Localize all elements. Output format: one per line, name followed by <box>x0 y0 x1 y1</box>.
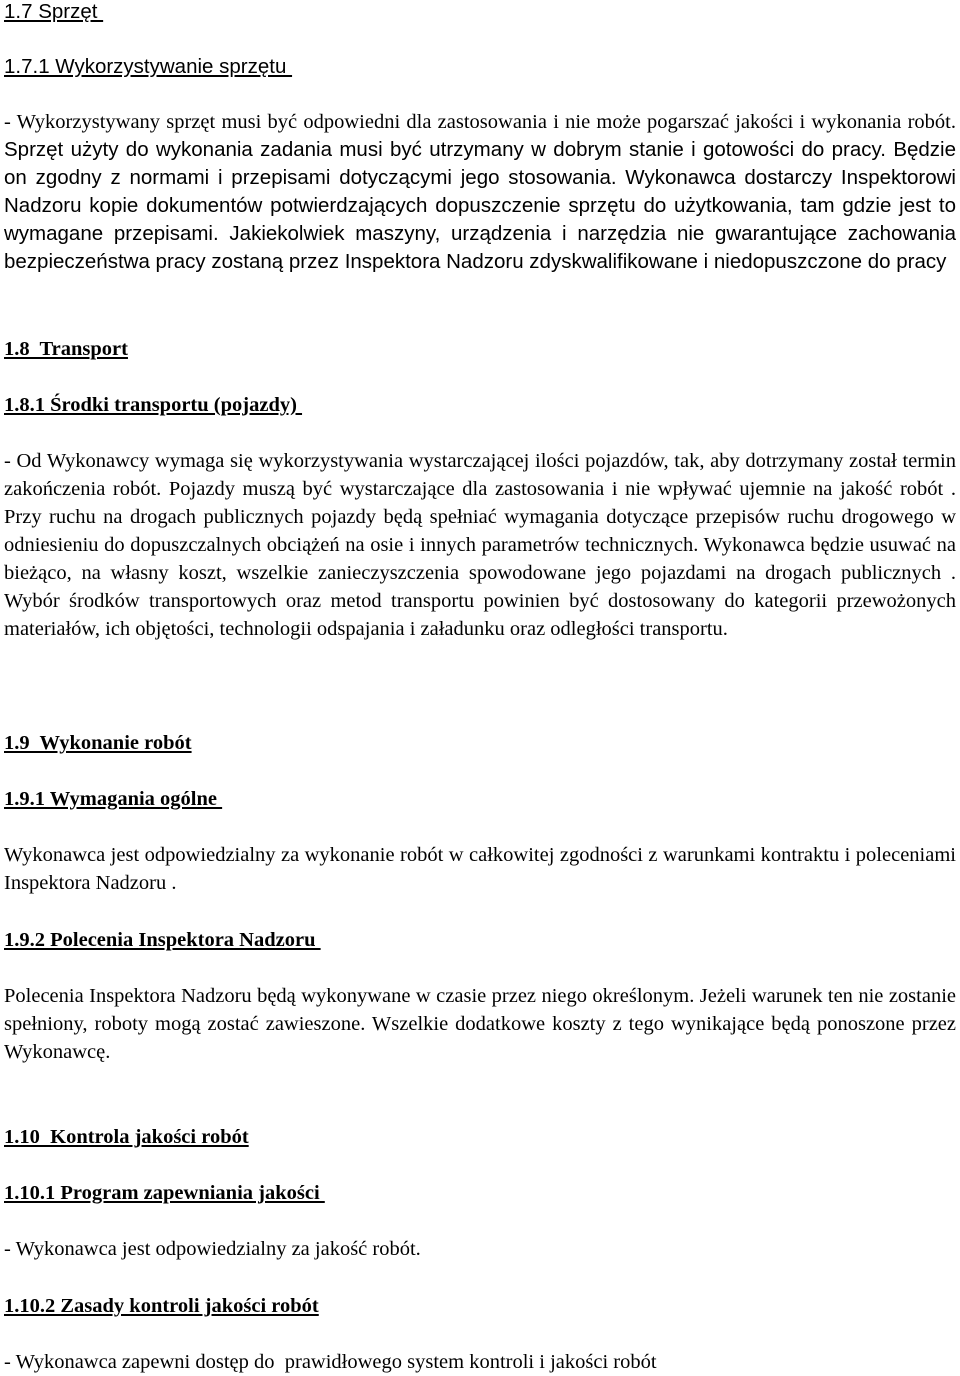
heading-1-8-1-srodki-transportu: 1.8.1 Środki transportu (pojazdy) <box>4 394 303 416</box>
heading-1-10-2-zasady-kontroli-jakosci-robot: 1.10.2 Zasady kontroli jakości robót <box>4 1295 319 1317</box>
heading-1-7-sprzet: 1.7 Sprzęt <box>4 0 104 23</box>
heading-1-10-1-program-zapewniania-jakosci: 1.10.1 Program zapewniania jakości <box>4 1182 325 1204</box>
heading-1-7-1-wykorzystywanie-sprzetu: 1.7.1 Wykorzystywanie sprzętu <box>4 55 293 78</box>
paragraph-1-7-1 <box>4 108 956 276</box>
paragraph-1-10-2: - Wykonawca zapewni dostęp do prawidłowego system kontroli i jakości robót <box>4 1351 657 1373</box>
paragraph-1-8-1: - Od Wykonawcy wymaga się wykorzystywania wystarczającej ilości pojazdów, tak, aby dotrzymany został termin zakończenia robót. Pojazdy muszą być wystarczające dla zastosowania i nie wpływać ujemnie na jakość robót . Przy ruchu na drogach publicznych pojazdy będą spełniać wymagania dotyczące przepisów ruchu drogowego w odniesieniu do dopuszczalnych obciążeń na osie i innych parametrów technicznych. Wykonawca będzie usuwać na bieżąco, na własny koszt, wszelkie zanieczyszczenia spowodowane jego pojazdami na drogach publicznych . Wybór środków transportowych oraz metod transportu powinien być dostosowany do kategorii przewożonych materiałów, ich objętości, technologii odspajania i załadunku oraz odległości transportu. <box>4 450 956 640</box>
heading-1-9-1-wymagania-ogolne: 1.9.1 Wymagania ogólne <box>4 788 223 810</box>
paragraph-1-10-1: - Wykonawca jest odpowiedzialny za jakość robót. <box>4 1238 421 1260</box>
paragraph-1-7-1-sans-part: Sprzęt użyty do wykonania zadania musi być utrzymany w dobrym stanie i gotowości do pracy. Będzie on zgodny z normami i przepisami dotyczącymi jego stosowania. Wykonawca dostarczy Inspektorowi Nadzoru kopie dokumentów potwierdzających dopuszczenie sprzętu do użytkowania, tam gdzie jest to wymagane przepisami. Jakiekolwiek maszyny, urządzenia i narzędzia nie gwarantujące zachowania bezpieczeństwa pracy zostaną przez Inspektora Nadzoru zdyskwalifikowane i niedopuszczone do pracy <box>4 138 956 273</box>
heading-1-10-kontrola-jakosci-robot: 1.10 Kontrola jakości robót <box>4 1126 249 1148</box>
paragraph-1-9-1: Wykonawca jest odpowiedzialny za wykonanie robót w całkowitej zgodności z warunkami kontraktu i poleceniami Inspektora Nadzoru . <box>4 844 956 894</box>
heading-1-9-2-polecenia-inspektora-nadzoru: 1.9.2 Polecenia Inspektora Nadzoru <box>4 929 321 951</box>
heading-1-9-wykonanie-robot: 1.9 Wykonanie robót <box>4 732 192 754</box>
heading-1-8-transport: 1.8 Transport <box>4 338 128 360</box>
paragraph-1-9-2: Polecenia Inspektora Nadzoru będą wykonywane w czasie przez niego określonym. Jeżeli warunek ten nie zostanie spełniony, roboty mogą zostać zawieszone. Wszelkie dodatkowe koszty z tego wynikające będą ponoszone przez Wykonawcę. <box>4 985 956 1063</box>
paragraph-1-7-1-serif-part: - Wykorzystywany sprzęt musi być odpowiedni dla zastosowania i nie może pogarszać jakości i wykonania robót. <box>4 111 956 133</box>
